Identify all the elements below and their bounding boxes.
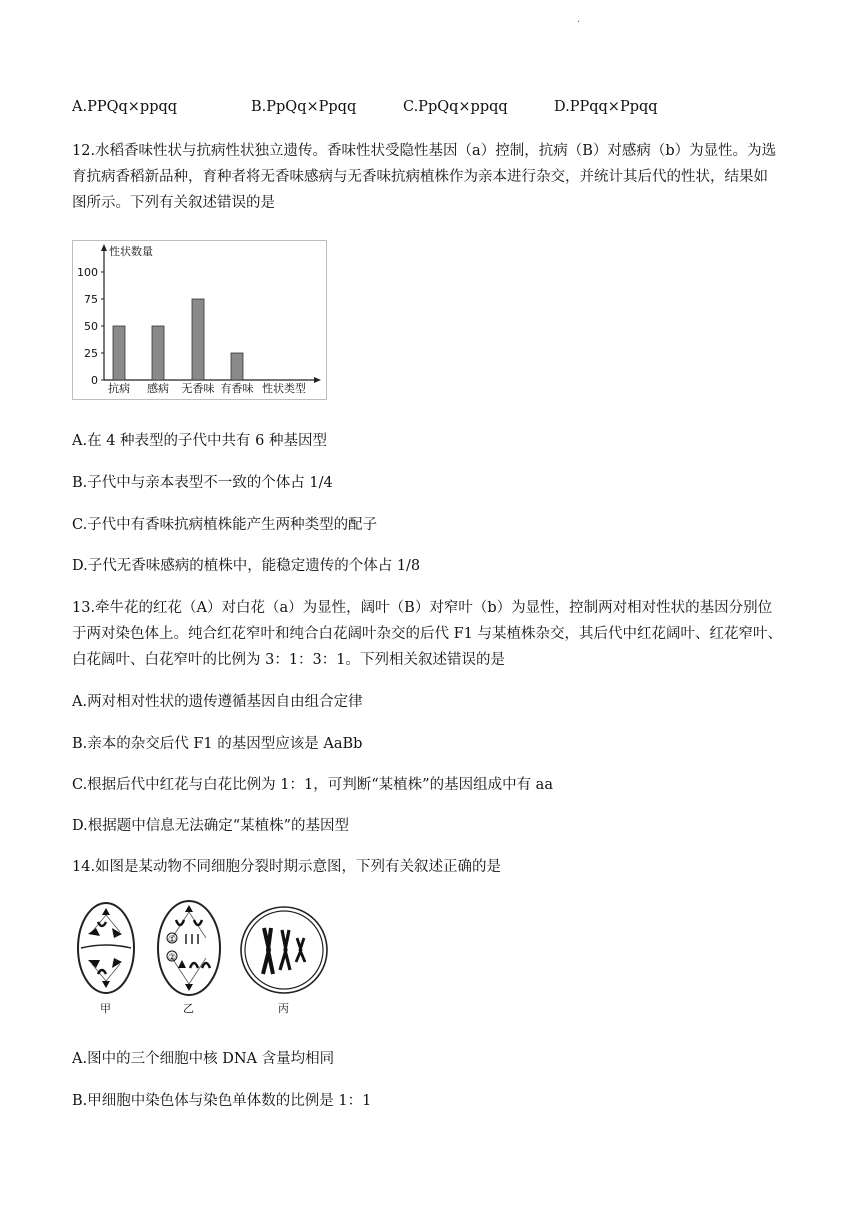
- cell-yi: [158, 901, 220, 1015]
- q11-option-a[interactable]: A.PPQq×ppqq: [72, 99, 178, 115]
- bar-4: [231, 353, 243, 380]
- mark-2: ②: [168, 953, 177, 963]
- cell-jia: [78, 903, 134, 1015]
- q11-options: [72, 99, 792, 119]
- mark-1: ①: [168, 935, 177, 945]
- x-category-label: 有香味: [220, 382, 254, 395]
- label-jia: 甲: [100, 1002, 111, 1015]
- q12-option-a[interactable]: A.在 4 种表型的子代中共有 6 种基因型: [72, 433, 327, 449]
- q13-stem-line-2: 于两对染色体上。纯合红花窄叶和纯合白花阔叶杂交的后代 F1 与某植株杂交，其后代中红花阔叶、红花窄叶、: [72, 626, 783, 642]
- y-tick-label: 75: [84, 293, 98, 306]
- q13-option-b[interactable]: B.亲本的杂交后代 F1 的基因型应该是 AaBb: [72, 736, 363, 752]
- q13-option-a[interactable]: A.两对相对性状的遗传遵循基因自由组合定律: [72, 694, 363, 710]
- q12-stem-line-3: 图所示。下列有关叙述错误的是: [72, 195, 275, 211]
- q11-option-b[interactable]: B.PpQq×Ppqq: [251, 99, 357, 115]
- bar-3: [192, 299, 204, 380]
- q14-cell-division-figure: [72, 898, 332, 1020]
- q13-stem-line-3: 白花阔叶、白花窄叶的比例为 3：1：3：1。下列相关叙述错误的是: [72, 652, 506, 668]
- q13-option-c[interactable]: C.根据后代中红花与白花比例为 1：1，可判断“某植株”的基因组成中有 aa: [72, 777, 553, 793]
- q14-option-b[interactable]: B.甲细胞中染色体与染色单体数的比例是 1：1: [72, 1093, 372, 1109]
- bar-2: [152, 326, 164, 380]
- q13-stem-line-1: 13.牵牛花的红花（A）对白花（a）为显性，阔叶（B）对窄叶（b）为显性，控制两对相对性状的基因分别位: [72, 600, 773, 616]
- y-tick-label: 0: [91, 374, 98, 387]
- q11-option-d[interactable]: D.PPqq×Ppqq: [554, 99, 658, 115]
- x-category-label: 抗病: [108, 382, 130, 395]
- q12-bar-chart: [72, 240, 327, 400]
- q12-stem-line-1: 12.水稻香味性状与抗病性状独立遗传。香味性状受隐性基因（a）控制，抗病（B）对感病（b）为显性。为选: [72, 143, 777, 159]
- q14-stem: 14.如图是某动物不同细胞分裂时期示意图，下列有关叙述正确的是: [72, 859, 502, 875]
- y-tick-label: 25: [84, 347, 98, 360]
- q11-option-c[interactable]: C.PpQq×ppqq: [403, 99, 508, 115]
- q12-option-c[interactable]: C.子代中有香味抗病植株能产生两种类型的配子: [72, 517, 378, 533]
- q13-option-d[interactable]: D.根据题中信息无法确定“某植株”的基因型: [72, 818, 350, 834]
- q12-option-d[interactable]: D.子代无香味感病的植株中，能稳定遗传的个体占 1/8: [72, 558, 421, 574]
- cell-bing: [241, 907, 327, 1015]
- x-category-label: 感病: [147, 382, 169, 395]
- q14-option-a[interactable]: A.图中的三个细胞中核 DNA 含量均相同: [72, 1051, 335, 1067]
- y-tick-label: 50: [84, 320, 98, 333]
- bar-1: [113, 326, 125, 380]
- label-yi: 乙: [183, 1002, 194, 1015]
- x-category-label: 无香味: [181, 382, 215, 395]
- y-tick-label: 100: [77, 266, 98, 279]
- label-bing: 丙: [278, 1002, 289, 1015]
- x-axis-label: 性状类型: [262, 382, 306, 395]
- y-axis-label: 性状数量: [109, 245, 153, 258]
- q12-stem-line-2: 育抗病香稻新品种，育种者将无香味感病与无香味抗病植株作为亲本进行杂交，并统计其后代的性状，结果如: [72, 169, 768, 185]
- q12-option-b[interactable]: B.子代中与亲本表型不一致的个体占 1/4: [72, 475, 333, 491]
- page-marker: .: [577, 14, 581, 25]
